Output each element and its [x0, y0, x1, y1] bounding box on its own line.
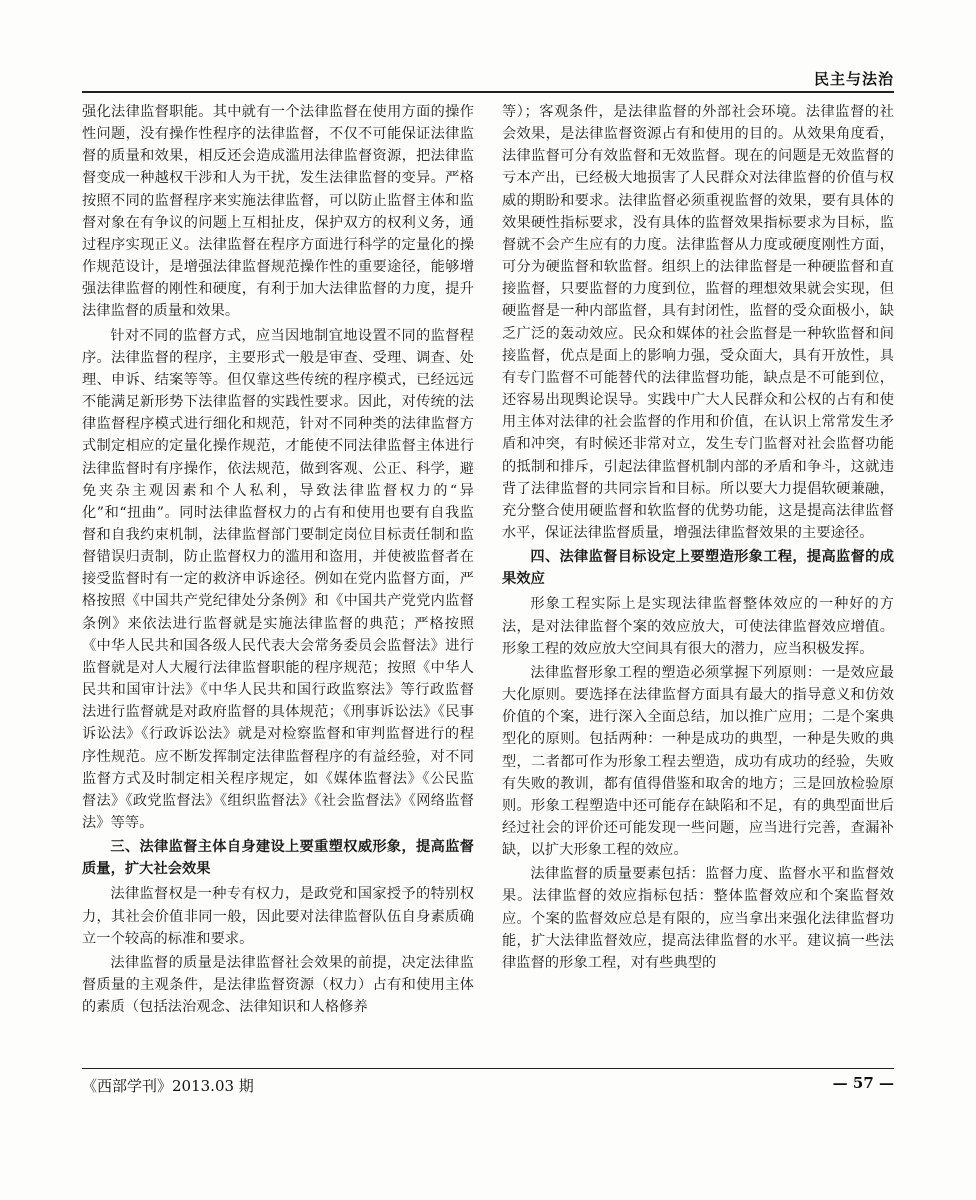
paragraph: 强化法律监督职能。其中就有一个法律监督在使用方面的操作性问题，没有操作性程序的法律监督，不仅不可能保证法律监督的质量和效果，相反还会造成滥用法律监督资源，把法律监督变成一种越权干涉和人为干扰，发生法律监督的变异。严格按照不同的监督程序来实施法律监督，可以防止监督主体和监督对象在有争议的问题上互相扯皮，保护双方的权利义务，通过程序实现正义。法律监督在程序方面进行科学的定量化的操作规范设计，是增强法律监督规范操作性的重要途径，能够增强法律监督的刚性和硬度，有利于加大法律监督的力度，提升法律监督的质量和效果。 [82, 104, 474, 320]
paragraph: 等）；客观条件，是法律监督的外部社会环境。法律监督的社会效果，是法律监督资源占有和使用的目的。从效果角度看，法律监督可分有效监督和无效监督。现在的问题是无效监督的亏本产出，已经极大地损害了人民群众对法律监督的价值与权威的期盼和要求。法律监督必须重视监督的效果，要有具体的效果硬性指标要求，没有具体的监督效果指标要求为目标，监督就不会产生应有的力度。法律监督从力度或硬度刚性方面，可分为硬监督和软监督。组织上的法律监督是一种硬监督和直接监督，只要监督的力度到位，监督的理想效果就会实现，但硬监督是一种内部监督，具有封闭性，监督的受众面极小，缺乏广泛的轰动效应。民众和媒体的社会监督是一种软监督和间接监督，优点是面上的影响力强，受众面大，具有开放性，具有专门监督不可能替代的法律监督功能，缺点是不可能到位，还容易出现舆论误导。实践中广大人民群众和公权的占有和使用主体对法律的社会监督的作用和价值，在认识上常常发生矛盾和冲突，有时候还非常对立，发生专门监督对社会监督功能的抵制和排斥，引起法律监督机制内部的矛盾和争斗，这就违背了法律监督的共同宗旨和目标。所以要大力提倡软硬兼融，充分整合使用硬监督和软监督的优势功能，这是提高法律监督水平，保证法律监督质量，增强法律监督效果的主要途径。 [502, 104, 894, 541]
paragraph: 法律监督形象工程的塑造必须掌握下列原则：一是效应最大化原则。要选择在法律监督方面具有最大的指导意义和仿效价值的个案，进行深入全面总结，加以推广应用；二是个案典型化的原则。包括两种：一种是成功的典型，一种是失败的典型，二者都可作为形象工程去塑造，成功有成功的经验，失败有失败的教训，都有值得借鉴和取舍的地方；三是回放检验原则。形象工程塑造中还可能存在缺陷和不足，有的典型面世后经过社会的评价还可能发现一些问题，应当进行完善，查漏补缺，以扩大形象工程的效应。 [502, 664, 894, 859]
paragraph: 法律监督的质量是法律监督社会效果的前提，决定法律监督质量的主观条件，是法律监督资源（权力）占有和使用主体的素质（包括法治观念、法律知识和人格修养 [82, 954, 474, 1016]
paragraph: 针对不同的监督方式，应当因地制宜地设置不同的监督程序。法律监督的程序，主要形式一般是审查、受理、调查、处理、申诉、结案等等。但仅靠这些传统的程序模式，已经远远不能满足新形势下法律监督的实践性要求。因此，对传统的法律监督程序模式进行细化和规范，针对不同种类的法律监督方式制定相应的定量化操作规范，才能使不同法律监督主体进行法律监督时有序操作，依法规范，做到客观、公正、科学，避免夹杂主观因素和个人私利，导致法律监督权力的“异化”和“扭曲”。同时法律监督权力的占有和使用也要有自我监督和自我约束机制，法律监督部门要制定岗位目标责任制和监督错误归责制，防止监督权力的滥用和盗用，并使被监督者在接受监督时有一定的救济申诉途径。例如在党内监督方面，严格按照《中国共产党纪律处分条例》和《中国共产党党内监督条例》来依法进行监督就是实施法律监督的典范；严格按照《中华人民共和国各级人民代表大会常务委员会监督法》进行监督就是对人大履行法律监督职能的程序规范；按照《中华人民共和国审计法》《中华人民共和国行政监察法》等行政监督法进行监督就是对政府监督的具体规范；《刑事诉讼法》《民事诉讼法》《行政诉讼法》就是对检察监督和审判监督进行的程序性规范。应不断发挥制定法律监督程序的有益经验，对不同监督方式及时制定相关程序规定，如《媒体监督法》《公民监督法》《政党监督法》《组织监督法》《社会监督法》《网络监督法》等等。 [82, 327, 474, 831]
journal-issue: 《西部学刊》2013.03 期 [82, 1077, 254, 1095]
right-column [502, 101, 894, 1061]
paragraph: 形象工程实际上是实现法律监督整体效应的一种好的方法，是对法律监督个案的效应放大，可使法律监督效应增值。形象工程的效应放大空间具有很大的潜力，应当积极发挥。 [502, 596, 894, 657]
paragraph: 法律监督的质量要素包括：监督力度、监督水平和监督效果。法律监督的效应指标包括：整体监督效应和个案监督效应。个案的监督效应总是有限的，应当拿出来强化法律监督功能，扩大法律监督效应，提高法律监督的水平。建议搞一些法律监督的形象工程，对有些典型的 [502, 866, 894, 971]
section-heading: 三、法律监督主体自身建设上要重塑权威形象，提高监督质量，扩大社会效果 [82, 839, 474, 878]
section-heading: 四、法律监督目标设定上要塑造形象工程，提高监督的成果效应 [502, 549, 894, 588]
header-rule [82, 91, 894, 93]
page-number: — 57 — [832, 1074, 894, 1092]
footer-rule [82, 1068, 894, 1069]
paragraph: 法律监督权是一种专有权力，是政党和国家授予的特别权力，其社会价值非同一般，因此要对法律监督队伍自身素质确立一个较高的标准和要求。 [82, 886, 474, 947]
section-title: 民主与法治 [813, 70, 894, 88]
left-column [82, 101, 474, 1061]
